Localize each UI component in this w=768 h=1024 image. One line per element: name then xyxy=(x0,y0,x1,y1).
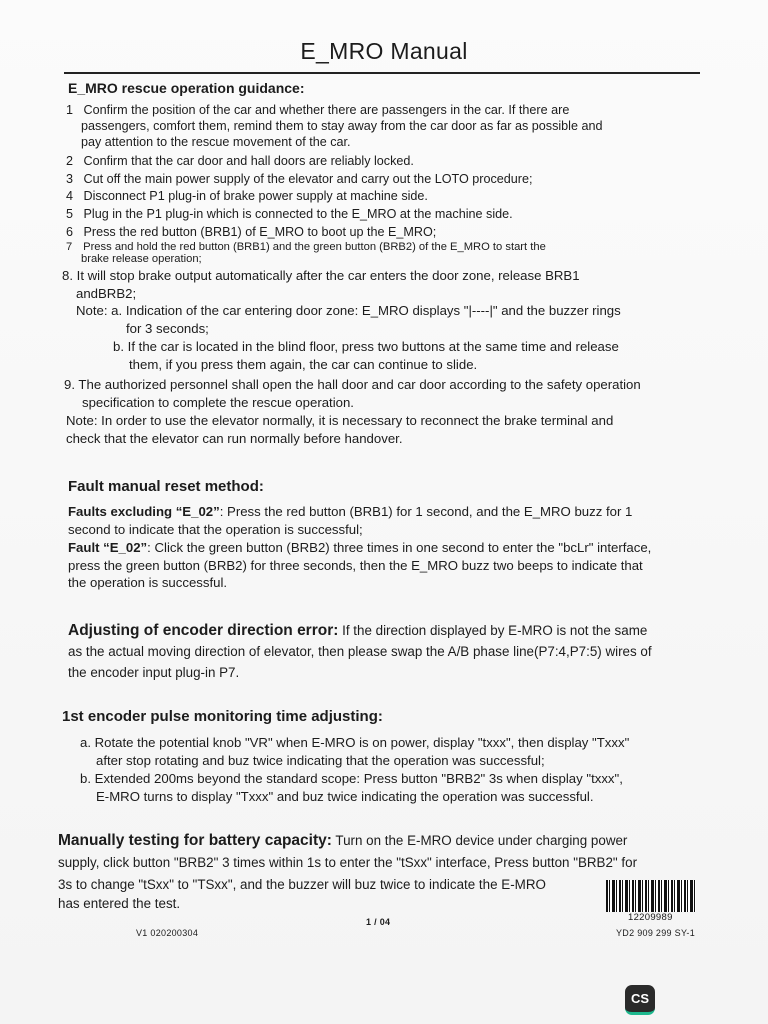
rescue-step-6: 6 Press the red button (BRB1) of E_MRO to boot up the E_MRO; xyxy=(66,225,437,239)
note-a: Note: a. Indication of the car entering door zone: E_MRO displays "|----|" and the buzzer rings for 3 seconds; xyxy=(76,303,621,336)
handover-note: Note: In order to use the elevator normally, it is necessary to reconnect the brake terminal and check that the elevator can run normally before handover. xyxy=(66,413,614,446)
encoder-pulse-heading: 1st encoder pulse monitoring time adjusting: xyxy=(62,708,383,725)
rescue-step-7: 7 Press and hold the red button (BRB1) and the green button (BRB2) of the E_MRO to start the brake release operation; xyxy=(66,241,546,265)
rescue-step-5: 5 Plug in the P1 plug-in which is connected to the E_MRO at the machine side. xyxy=(66,207,513,221)
document-title: E_MRO Manual xyxy=(300,38,468,64)
fault-excluding-e02-label: Faults excluding “E_02” xyxy=(68,504,220,519)
version-code: V1 020200304 xyxy=(136,928,199,938)
fault-heading: Fault manual reset method: xyxy=(68,478,264,495)
rescue-step-2: 2 Confirm that the car door and hall doors are reliably locked. xyxy=(66,154,414,168)
encoder-pulse-item-a: a. Rotate the potential knob "VR" when E-MRO is on power, display "txxx", then display "Txxx" after stop rotating and buz twice indicating that the operation was successful; xyxy=(80,735,630,768)
rescue-step-4: 4 Disconnect P1 plug-in of brake power supply at machine side. xyxy=(66,189,428,203)
rescue-step-8: 8. It will stop brake output automatically after the car enters the door zone, release BRB1 andBRB2; xyxy=(62,268,580,301)
rescue-step-3: 3 Cut off the main power supply of the elevator and carry out the LOTO procedure; xyxy=(66,172,533,186)
barcode-number: 12209989 xyxy=(628,912,673,923)
battery-section: Manually testing for battery capacity: Turn on the E-MRO device under charging power supply, click button "BRB2" 3 times within 1s to enter the "tSxx" interface, Press button "BRB2" for 3s to change "tSxx" to "TSxx", and the buzzer will buz twice to indicate the E-MRO has entered the test. xyxy=(58,832,638,911)
encoder-direction-heading: Adjusting of encoder direction error: xyxy=(68,622,339,639)
document-code: YD2 909 299 SY-1 xyxy=(616,928,696,938)
barcode xyxy=(606,880,696,912)
encoder-pulse-item-b: b. Extended 200ms beyond the standard scope: Press button "BRB2" 3s when display "txxx", E-MRO turns to display "Txxx" and buz twice indicating the operation was successful. xyxy=(80,771,623,804)
fault-e02-text: Fault “E_02”: Click the green button (BRB2) three times in one second to enter the "bcLr" interface, press the green button (BRB2) for three seconds, then the E_MRO buzz two beeps to indicate that the operation is successful. xyxy=(68,540,652,590)
fault-e02-label: Fault “E_02” xyxy=(68,540,148,555)
camscanner-badge: CS xyxy=(625,985,655,1015)
page-number: 1 / 04 xyxy=(366,917,391,927)
fault-excluding-e02-text: Faults excluding “E_02”: Press the red button (BRB1) for 1 second, and the E_MRO buzz for 1 second to indicate that the operation is successful; xyxy=(68,504,633,537)
battery-heading: Manually testing for battery capacity: xyxy=(58,832,332,849)
rescue-heading: E_MRO rescue operation guidance: xyxy=(68,80,305,96)
note-b: b. If the car is located in the blind floor, press two buttons at the same time and release them, if you press them again, the car can continue to slide. xyxy=(113,339,619,372)
title-underline xyxy=(64,72,700,74)
encoder-direction-section: Adjusting of encoder direction error: If the direction displayed by E-MRO is not the same as the actual moving direction of elevator, then please swap the A/B phase line(P7:4,P7:5) wires of the encoder input plug-in P7. xyxy=(68,622,652,680)
rescue-step-1: 1 Confirm the position of the car and whether there are passengers in the car. If there are passengers, comfort them, remind them to stay away from the car door as far as possible and pay attention to the rescue movement of the car. xyxy=(66,103,603,149)
rescue-step-9: 9. The authorized personnel shall open the hall door and car door according to the safety operation specification to complete the rescue operation. xyxy=(64,377,641,410)
